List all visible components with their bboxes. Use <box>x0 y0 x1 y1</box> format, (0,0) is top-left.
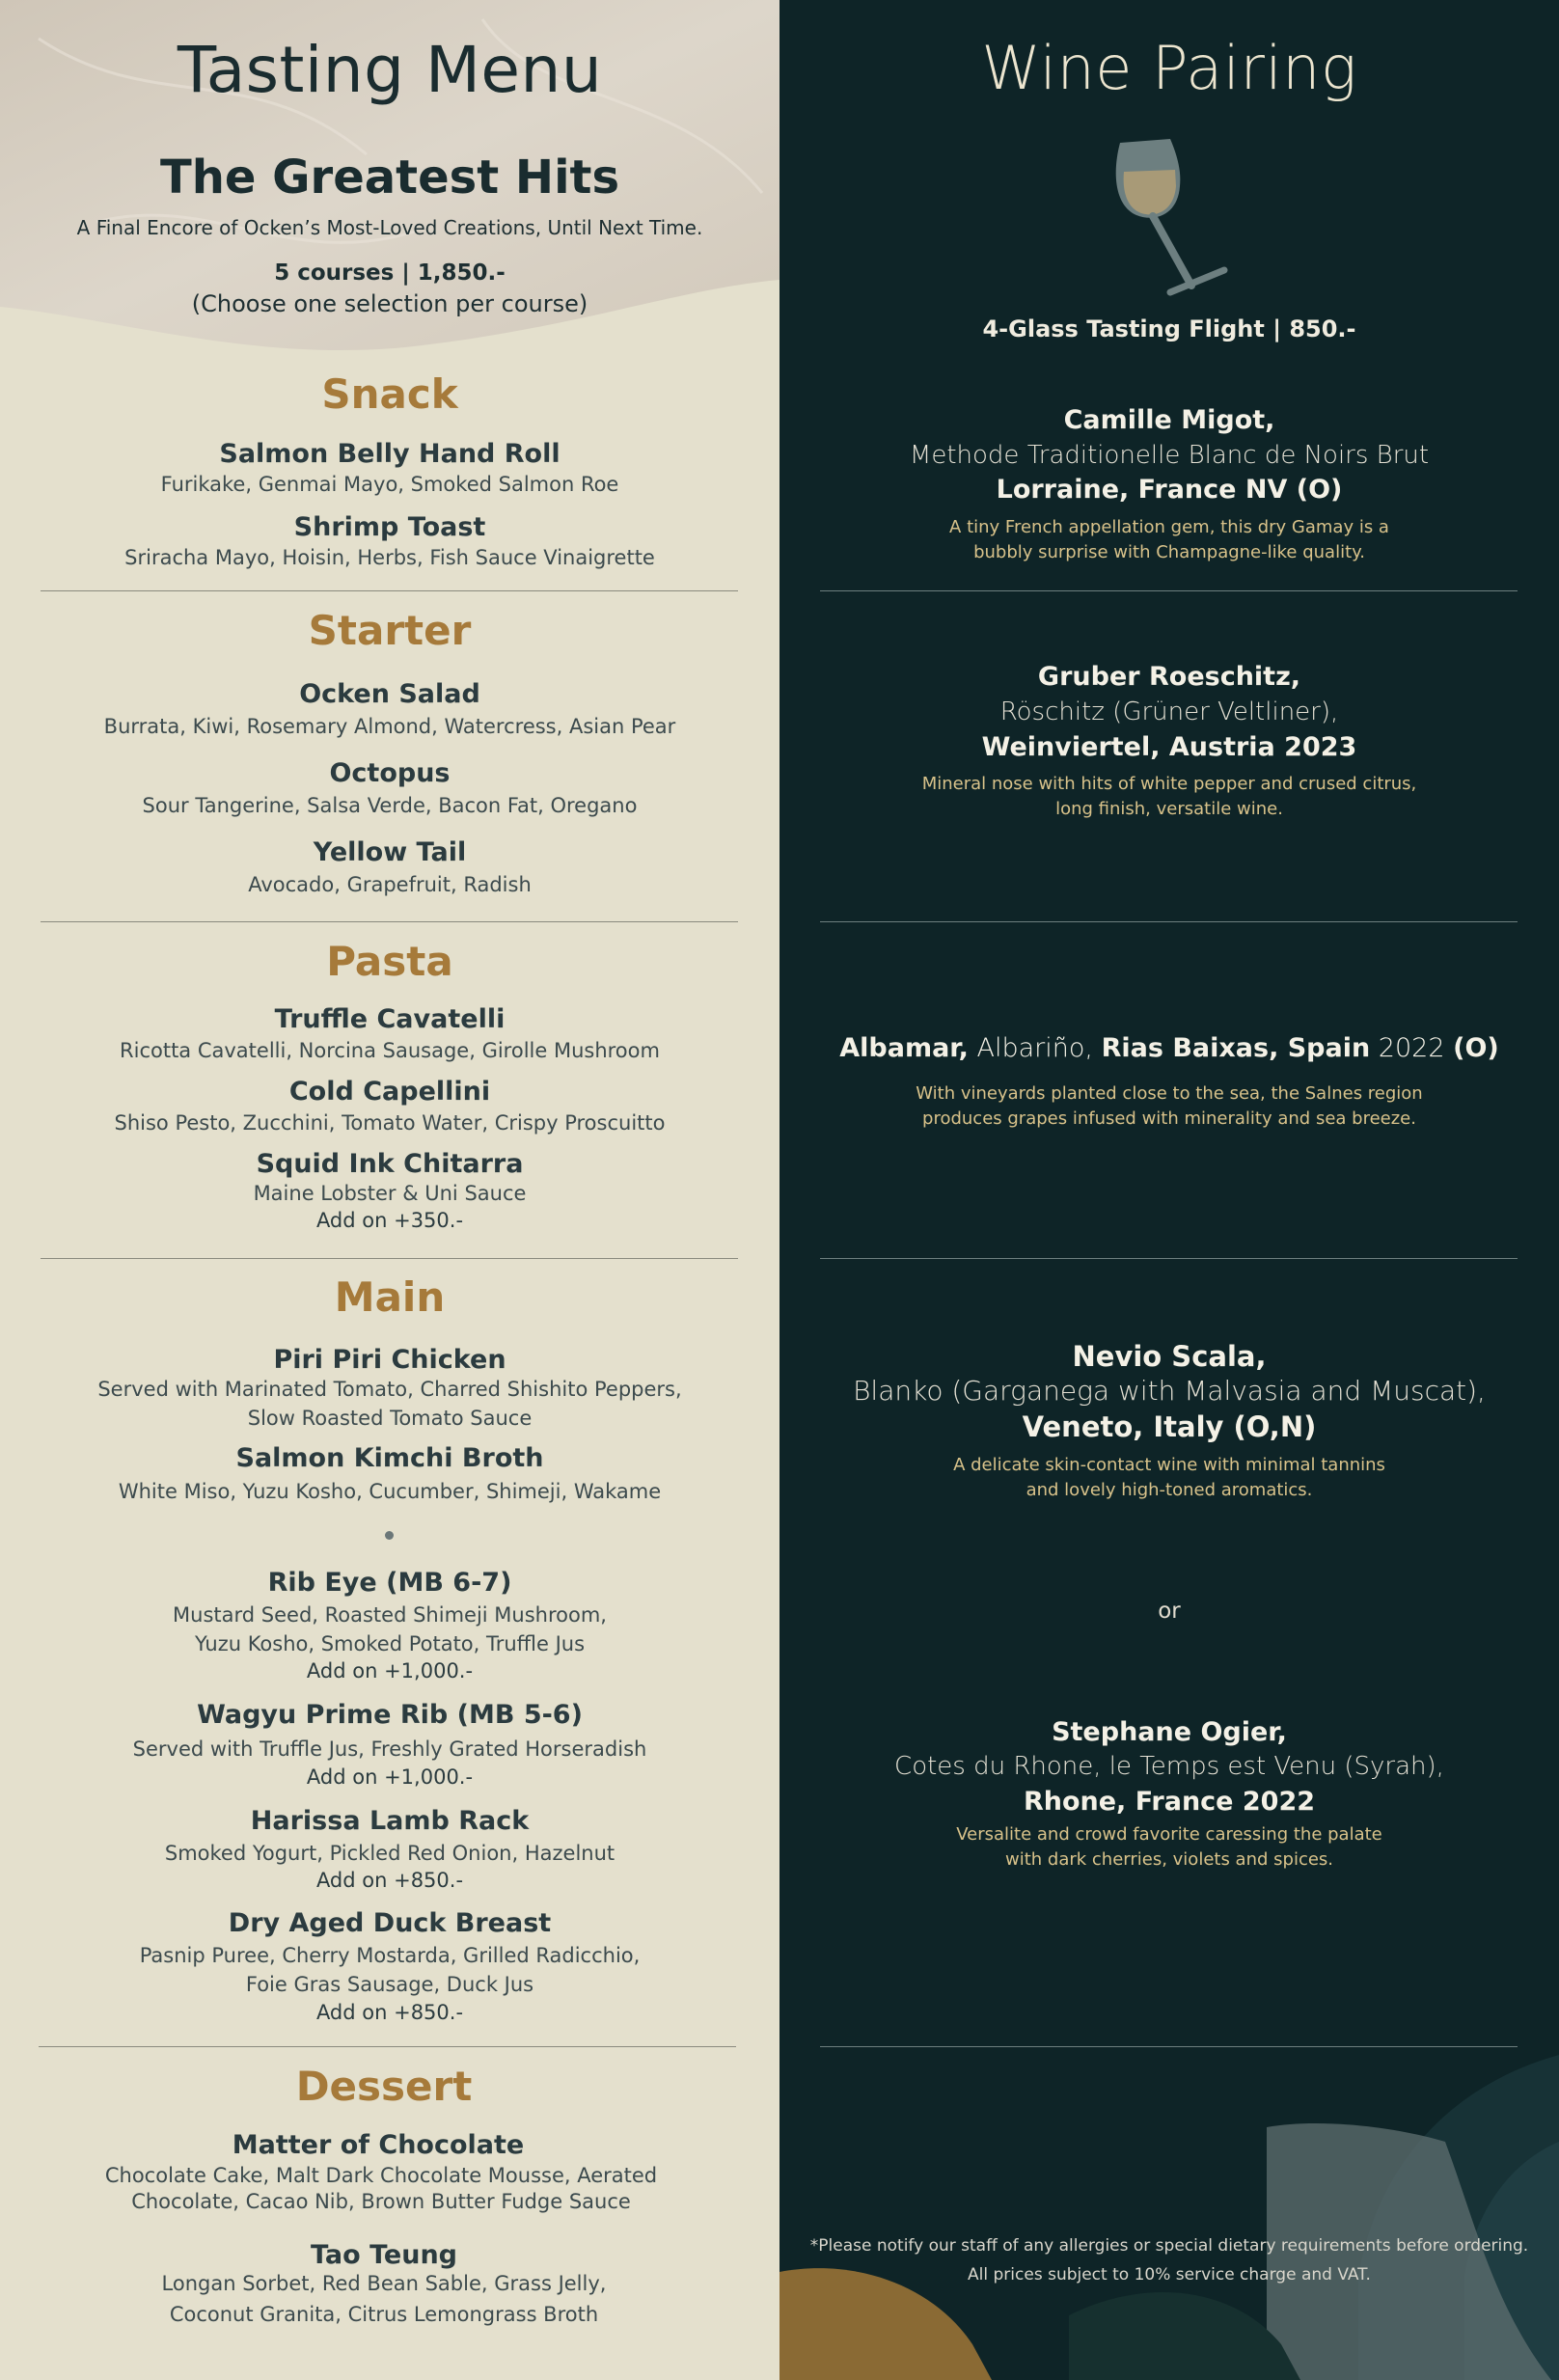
wine-year: 2022 <box>1378 1033 1445 1063</box>
dish-name: Wagyu Prime Rib (MB 5-6) <box>197 1700 583 1730</box>
section-divider <box>820 1258 1518 1259</box>
or-separator: or <box>1158 1599 1181 1624</box>
wine-region: Weinviertel, Austria 2023 <box>981 732 1357 762</box>
section-divider <box>41 1258 738 1259</box>
footer-allergy-note: *Please notify our staff of any allergies or special dietary requirements before ordering. <box>809 2236 1529 2256</box>
wine-note: A delicate skin-contact wine with minimal tannins <box>953 1455 1385 1475</box>
section-divider <box>820 590 1518 591</box>
dish-description: Sriracha Mayo, Hoisin, Herbs, Fish Sauce Vinaigrette <box>124 546 655 569</box>
dish-description: Foie Gras Sausage, Duck Jus <box>245 1973 534 1996</box>
section-title-dessert: Dessert <box>295 2063 473 2110</box>
dish-description: Coconut Granita, Citrus Lemongrass Broth <box>169 2303 599 2326</box>
section-divider <box>820 921 1518 922</box>
wine-producer: Gruber Roeschitz, <box>1037 662 1301 692</box>
dish-name: Shrimp Toast <box>293 512 486 542</box>
wine-producer: Nevio Scala, <box>1072 1340 1267 1373</box>
wine-region: Veneto, Italy (O,N) <box>1022 1410 1317 1443</box>
section-title-snack: Snack <box>321 370 458 418</box>
wine-glass-icon <box>1103 133 1238 297</box>
menu-choose-note: (Choose one selection per course) <box>191 290 588 317</box>
wine-producer: Stephane Ogier, <box>1052 1717 1287 1747</box>
dish-name: Ocken Salad <box>299 679 480 709</box>
wine-note: bubbly surprise with Champagne-like quality. <box>973 542 1365 562</box>
wine-name: Cotes du Rhone, le Temps est Venu (Syrah), <box>894 1752 1444 1781</box>
section-divider <box>41 921 738 922</box>
section-title-pasta: Pasta <box>326 938 453 985</box>
dish-name: Squid Ink Chitarra <box>256 1149 524 1179</box>
dish-name: Dry Aged Duck Breast <box>228 1908 552 1938</box>
dish-description: Shiso Pesto, Zucchini, Tomato Water, Crispy Proscuitto <box>114 1111 666 1135</box>
wine-name: Röschitz (Grüner Veltliner), <box>999 698 1339 726</box>
wine-note: long finish, versatile wine. <box>1055 799 1283 819</box>
dish-description: Yuzu Kosho, Smoked Potato, Truffle Jus <box>194 1632 586 1655</box>
dish-description: Maine Lobster & Uni Sauce <box>253 1182 527 1205</box>
dish-addon-price: Add on +850.- <box>315 1869 464 1892</box>
menu-subtitle: The Greatest Hits <box>159 150 620 205</box>
menu-title: Tasting Menu <box>177 33 603 107</box>
wine-note: produces grapes infused with minerality and sea breeze. <box>922 1108 1416 1129</box>
separator-dot <box>385 1531 394 1540</box>
wine-pairing-panel <box>780 0 1559 2380</box>
wine-region: Rhone, France 2022 <box>1023 1787 1316 1817</box>
section-divider <box>41 590 738 591</box>
menu-tagline: A Final Encore of Ocken’s Most-Loved Creations, Until Next Time. <box>76 216 703 239</box>
dish-description: Pasnip Puree, Cherry Mostarda, Grilled Radicchio, <box>139 1944 641 1967</box>
dish-name: Piri Piri Chicken <box>273 1345 506 1375</box>
dish-name: Harissa Lamb Rack <box>250 1806 530 1836</box>
wine-title: Wine Pairing <box>981 33 1357 103</box>
dish-description: Avocado, Grapefruit, Radish <box>248 873 532 896</box>
dish-description: Mustard Seed, Roasted Shimeji Mushroom, <box>173 1603 607 1627</box>
wine-name: Methode Traditionelle Blanc de Noirs Brut <box>909 441 1430 470</box>
abstract-decoration <box>780 2026 1559 2380</box>
wine-inline-line <box>780 1033 1559 1063</box>
dish-name: Rib Eye (MB 6-7) <box>267 1568 512 1598</box>
wine-note: and lovely high-toned aromatics. <box>1026 1480 1313 1500</box>
wine-producer: Albamar, <box>839 1033 969 1063</box>
dish-name: Salmon Kimchi Broth <box>235 1443 544 1473</box>
dish-name: Yellow Tail <box>313 837 467 867</box>
wine-name: Blanko (Garganega with Malvasia and Muscat), <box>853 1375 1486 1407</box>
dish-name: Cold Capellini <box>288 1077 491 1107</box>
dish-addon-price: Add on +350.- <box>315 1209 464 1232</box>
dish-description: Smoked Yogurt, Pickled Red Onion, Hazelnut <box>164 1842 615 1865</box>
dish-name: Octopus <box>329 758 451 788</box>
dish-addon-price: Add on +1,000.- <box>306 1765 474 1789</box>
wine-name: Albariño, <box>976 1033 1093 1063</box>
wine-producer: Camille Migot, <box>1063 405 1275 435</box>
wine-note: With vineyards planted close to the sea, the Salnes region <box>916 1083 1423 1104</box>
section-divider <box>39 2046 736 2047</box>
section-title-starter: Starter <box>308 607 472 654</box>
dish-description: Ricotta Cavatelli, Norcina Sausage, Girolle Mushroom <box>120 1039 660 1062</box>
dish-description: Sour Tangerine, Salsa Verde, Bacon Fat, Oregano <box>142 794 638 817</box>
dish-name: Truffle Cavatelli <box>274 1004 506 1034</box>
dish-description: Served with Truffle Jus, Freshly Grated Horseradish <box>132 1737 647 1761</box>
dish-addon-price: Add on +850.- <box>315 2001 464 2024</box>
footer-service-charge-note: All prices subject to 10% service charge and VAT. <box>968 2265 1371 2284</box>
dish-name: Tao Teung <box>310 2240 458 2270</box>
dish-addon-price: Add on +1,000.- <box>306 1659 474 1682</box>
dish-description: White Miso, Yuzu Kosho, Cucumber, Shimeji, Wakame <box>118 1480 662 1503</box>
wine-note: with dark cherries, violets and spices. <box>1004 1849 1334 1870</box>
dish-description: Longan Sorbet, Red Bean Sable, Grass Jelly, <box>161 2272 607 2295</box>
dish-description: Served with Marinated Tomato, Charred Shishito Peppers, <box>97 1378 682 1401</box>
dish-description: Chocolate Cake, Malt Dark Chocolate Mousse, Aerated <box>104 2164 658 2187</box>
wine-tag: (O) <box>1453 1033 1499 1063</box>
dish-description: Chocolate, Cacao Nib, Brown Butter Fudge Sauce <box>131 2190 631 2213</box>
dish-description: Furikake, Genmai Mayo, Smoked Salmon Roe <box>160 473 619 496</box>
wine-region: Lorraine, France NV (O) <box>996 475 1343 505</box>
dish-name: Matter of Chocolate <box>232 2130 525 2160</box>
menu-price: 5 courses | 1,850.- <box>274 260 506 286</box>
dish-name: Salmon Belly Hand Roll <box>219 439 561 469</box>
wine-note: Versalite and crowd favorite caressing the palate <box>956 1824 1382 1845</box>
dish-description: Slow Roasted Tomato Sauce <box>247 1407 533 1430</box>
wine-region: Rias Baixas, Spain <box>1101 1033 1371 1063</box>
wine-flight-price: 4-Glass Tasting Flight | 850.- <box>982 315 1356 342</box>
section-title-main: Main <box>334 1273 446 1321</box>
dish-description: Burrata, Kiwi, Rosemary Almond, Watercress, Asian Pear <box>103 715 676 738</box>
wine-note: Mineral nose with hits of white pepper and crused citrus, <box>921 774 1417 794</box>
wine-note: A tiny French appellation gem, this dry Gamay is a <box>949 517 1389 537</box>
